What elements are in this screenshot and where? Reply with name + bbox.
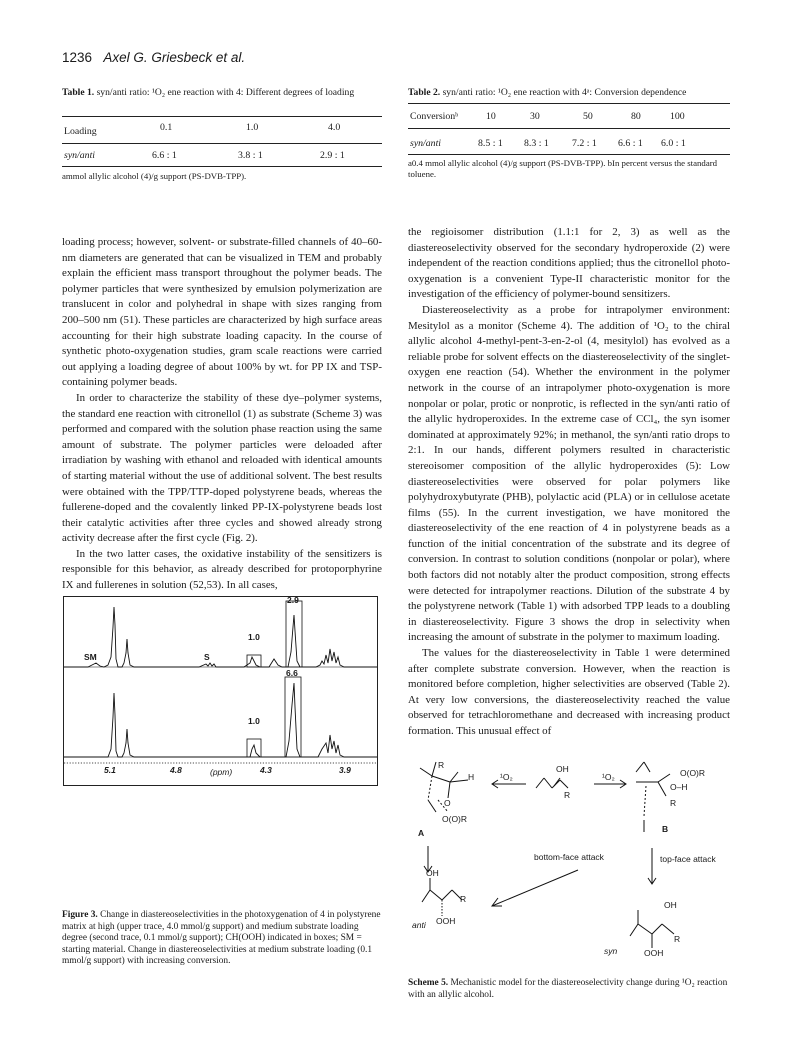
page-header: [62, 50, 245, 65]
table1-mid-rule: [62, 143, 382, 144]
scheme-label-r: R: [438, 760, 445, 770]
scheme-label-o2-right: ¹O₂: [602, 772, 615, 782]
table2-row-header-conversion: Conversionᵇ: [410, 111, 459, 122]
nmr-tick: 3.9: [339, 765, 351, 775]
table2-bottom-rule: [408, 154, 730, 155]
scheme-label-o: O: [444, 798, 451, 808]
table1-caption: [62, 87, 382, 99]
table2-cell: 30: [530, 111, 540, 122]
paragraph: In the two latter cases, the oxidative instability of the sensitizers is responsible for this behavior, as already described for protoporphyrine IX and fullerenes in solution (52,53). In all cases,: [62, 547, 382, 592]
table2-cell: 6.0 : 1: [661, 138, 686, 149]
paragraph: loading process; however, solvent- or substrate-filled channels of 40–60-nm diameters are generated that can be visualized in TEM and probably explain the efficient mass transport throughout the polymer beads. The polymer particles that were synthesized by emulsion polymerization are translucent in color and polyhedral in shape with sizes ranging from 200–500 nm (51). These particles are characterized by high surface areas accounting for their high substrate loading capacity. In the course of synthetic photo-oxygenation studies, gram scale reactions were carried out applying a loading degree of about 100% by wt. for PP IX and TSP-containing polymer beads.: [62, 236, 382, 389]
table1-footnote: ammol allylic alcohol (4)/g support (PS-DVB-TPP).: [62, 171, 247, 181]
figure3-caption: [62, 910, 384, 968]
figure3-caption-text: Change in diastereoselectivities in the photoxygenation of 4 in polystyrene matrix at high (upper trace, 4.0 mmol/g support) and medium substrate loading degree (second trace, 0.1 mmol/g support); CH(OOH) indicated in boxes; SM = starting material. Change in diastereoselectivities at medium substrate loading (0.1 mmol/g support) with increasing conversion.: [62, 910, 381, 967]
table1-caption-text: syn/anti ratio: ¹O₂ ene reaction with 4: Different degrees of loading: [96, 87, 355, 98]
table1-cell: 2.9 : 1: [320, 150, 345, 161]
nmr-label-s: S: [204, 652, 210, 662]
nmr-label-lower-ratio: 6.6: [286, 668, 298, 678]
page-number: 1236: [62, 50, 93, 65]
table1-cell: 3.8 : 1: [238, 150, 263, 161]
table2-cell: 6.6 : 1: [618, 138, 643, 149]
nmr-traces: [64, 597, 377, 785]
scheme-label-ooor-a: O(O)R: [442, 814, 468, 824]
scheme-label-B: B: [662, 824, 669, 834]
scheme-label-h: H: [468, 772, 475, 782]
nmr-label-upper-ratio: 2.9: [287, 595, 299, 605]
table1-bottom-rule: [62, 166, 382, 167]
table2-caption-label: Table 2.: [408, 87, 441, 98]
table2-mid-rule: [408, 128, 730, 129]
scheme-label-r-anti: R: [460, 894, 467, 904]
table2-row-header-ratio: syn/anti: [410, 138, 442, 149]
scheme5-mechanism: [408, 760, 730, 970]
scheme-label-ooh-syn: OOH: [644, 948, 664, 958]
scheme-label-oh-anti: OH: [426, 868, 439, 878]
scheme-label-ooor-b: O(O)R: [680, 768, 706, 778]
table2-cell: 100: [670, 111, 685, 122]
scheme-label-top-face: top-face attack: [660, 854, 716, 864]
paragraph: Diastereoselectivity as a probe for intrapolymer environment: Mesitylol as a monitor (Scheme 4). The addition of ¹O₂ to the chiral allylic alcohol 4-methyl-pent-3-en-2-ol (4, mesitylol) has evolved as a reliable probe for solvent effects on the diastereoselectivity of the singlet-oxygen ene reaction (54). Whether the environment in the polymer network in the course of an intrapolymer photo-oxygenation is more nonpolar or polar, protic or nonprotic, is reflected in the syn/anti ratio of the allylic hydroperoxides. In the extreme case of CCl₄, the syn isomer dominated at approximately 92%; in methanol, the syn/anti ratio drops to 2:1. In our hands, different polymers resulted in characteristic stereoisomer composition of the allylic hydroperoxides (5): Low diastereoselectivities were observed for polar polymers like polyhydroxybutyrate (PHB), polylactic acid (PLA) or in cellulose acetate films (55). In the current investigation, we have monitored the diastereoselectivity of the ene reaction of 4 in polystyrene beads as a function of the initial concentration of the substrate and its degree of conversion. In contrast to solution conditions (nonpolar or polar), where both factors did not notably alter the product composition, strong effects were detected for intrapolymer reactions. Dilution of the substrate 4 by the polystyrene network (Table 1) with adsorbed TPP leads to a doubling in diastereoselectivity. Figure 3 shows the drop in selectivity when increasing the amount of substrate in the polymer to maximum loading.: [408, 303, 730, 644]
paragraph: The values for the diastereoselectivity in Table 1 were determined after complete substrate conversion. However, when the reaction is monitored before completion, higher selectivities are observed (Table 2). At very low conversions, the diastereoselectivity reached the value observed for tetrachloromethane and decreased with increasing product formation. This unusual effect of: [408, 647, 730, 737]
nmr-tick: 5.1: [104, 765, 116, 775]
table1-cell: 6.6 : 1: [152, 150, 177, 161]
table2-top-rule: [408, 103, 730, 104]
table2-cell: 7.2 : 1: [572, 138, 597, 149]
table2-caption: [408, 87, 730, 99]
nmr-axis-unit: (ppm): [210, 767, 233, 777]
paragraph: In order to characterize the stability of these dye–polymer systems, the standard ene reaction with citronellol (1) as substrate (Scheme 3) was performed and compared with the solution phase reaction using the same amount of substrate. The polymer particles were deloaded after irradiation by washing with ethanol and reloaded with identical amounts of starting material without the use of additional solvent. The best results were obtained with the TPP/TTP-doped polystyrene beads, whereas the fullerene-doped and the covalently linked PP-IX-polystyrene beads lost their catalytic activities after three cycles and showed already strong activity decrease after the first cycle (Fig. 2).: [62, 391, 382, 545]
scheme-label-syn: syn: [604, 946, 618, 956]
nmr-tick: 4.3: [260, 765, 272, 775]
figure3-caption-label: Figure 3.: [62, 910, 98, 920]
table1-caption-label: Table 1.: [62, 87, 95, 98]
table2-cell: 80: [631, 111, 641, 122]
table1-cell: 4.0: [328, 122, 341, 133]
table1-row-header-ratio: syn/anti: [64, 150, 96, 161]
nmr-tick: 4.8: [170, 765, 182, 775]
scheme-label-oh: OH: [556, 764, 569, 774]
scheme-label-r-b: R: [670, 798, 677, 808]
scheme5-caption: [408, 978, 730, 1001]
table2-footnote: a0.4 mmol allylic alcohol (4)/g support (PS-DVB-TPP). bIn percent versus the standard toluene.: [408, 158, 718, 179]
table1-top-rule: [62, 116, 382, 117]
nmr-label-lower-ref: 1.0: [248, 716, 260, 726]
table2-cell: 8.5 : 1: [478, 138, 503, 149]
table2-caption-text: syn/anti ratio: ¹O₂ ene reaction with 4ᵃ: Conversion dependence: [442, 87, 687, 98]
scheme-label-ooh-anti: OOH: [436, 916, 456, 926]
nmr-label-sm: SM: [84, 652, 97, 662]
table1-cell: 0.1: [160, 122, 173, 133]
scheme-label-A: A: [418, 828, 425, 838]
nmr-lower-trace: [64, 683, 377, 757]
figure3-nmr-spectra: [63, 596, 378, 786]
nmr-upper-trace: [64, 607, 377, 667]
left-column-text: [62, 235, 382, 594]
scheme-label-r-mid: R: [564, 790, 571, 800]
scheme-label-o2-left: ¹O₂: [500, 772, 513, 782]
scheme5-caption-text: Mechanistic model for the diastereoselectivity change during ¹O₂ reaction with an allylic alcohol.: [408, 978, 728, 1000]
paragraph: the regioisomer distribution (1.1:1 for 2, 3) as well as the diastereoselectivity observed for the secondary hydroperoxide (2) were independent of the reaction conditions applied; thus the citronellol photo-oxygenation is a convenient Type-II characteristic monitor for the investigation of the efficiency of polymer-bound sensitizers.: [408, 226, 730, 301]
table2-cell: 10: [486, 111, 496, 122]
table2-cell: 50: [583, 111, 593, 122]
running-author: Axel G. Griesbeck et al.: [103, 50, 246, 65]
table1-row-header-loading: Loading: [64, 126, 97, 137]
scheme5-caption-label: Scheme 5.: [408, 978, 449, 988]
scheme-label-anti: anti: [412, 920, 426, 930]
table2-cell: 8.3 : 1: [524, 138, 549, 149]
scheme-label-r-syn: R: [674, 934, 681, 944]
scheme-label-bottom-face: bottom-face attack: [534, 852, 604, 862]
nmr-label-upper-ref: 1.0: [248, 632, 260, 642]
scheme-label-oh-syn: OH: [664, 900, 677, 910]
right-column-text: [408, 225, 730, 740]
scheme-label-oh-b: O–H: [670, 782, 688, 792]
table1-cell: 1.0: [246, 122, 259, 133]
